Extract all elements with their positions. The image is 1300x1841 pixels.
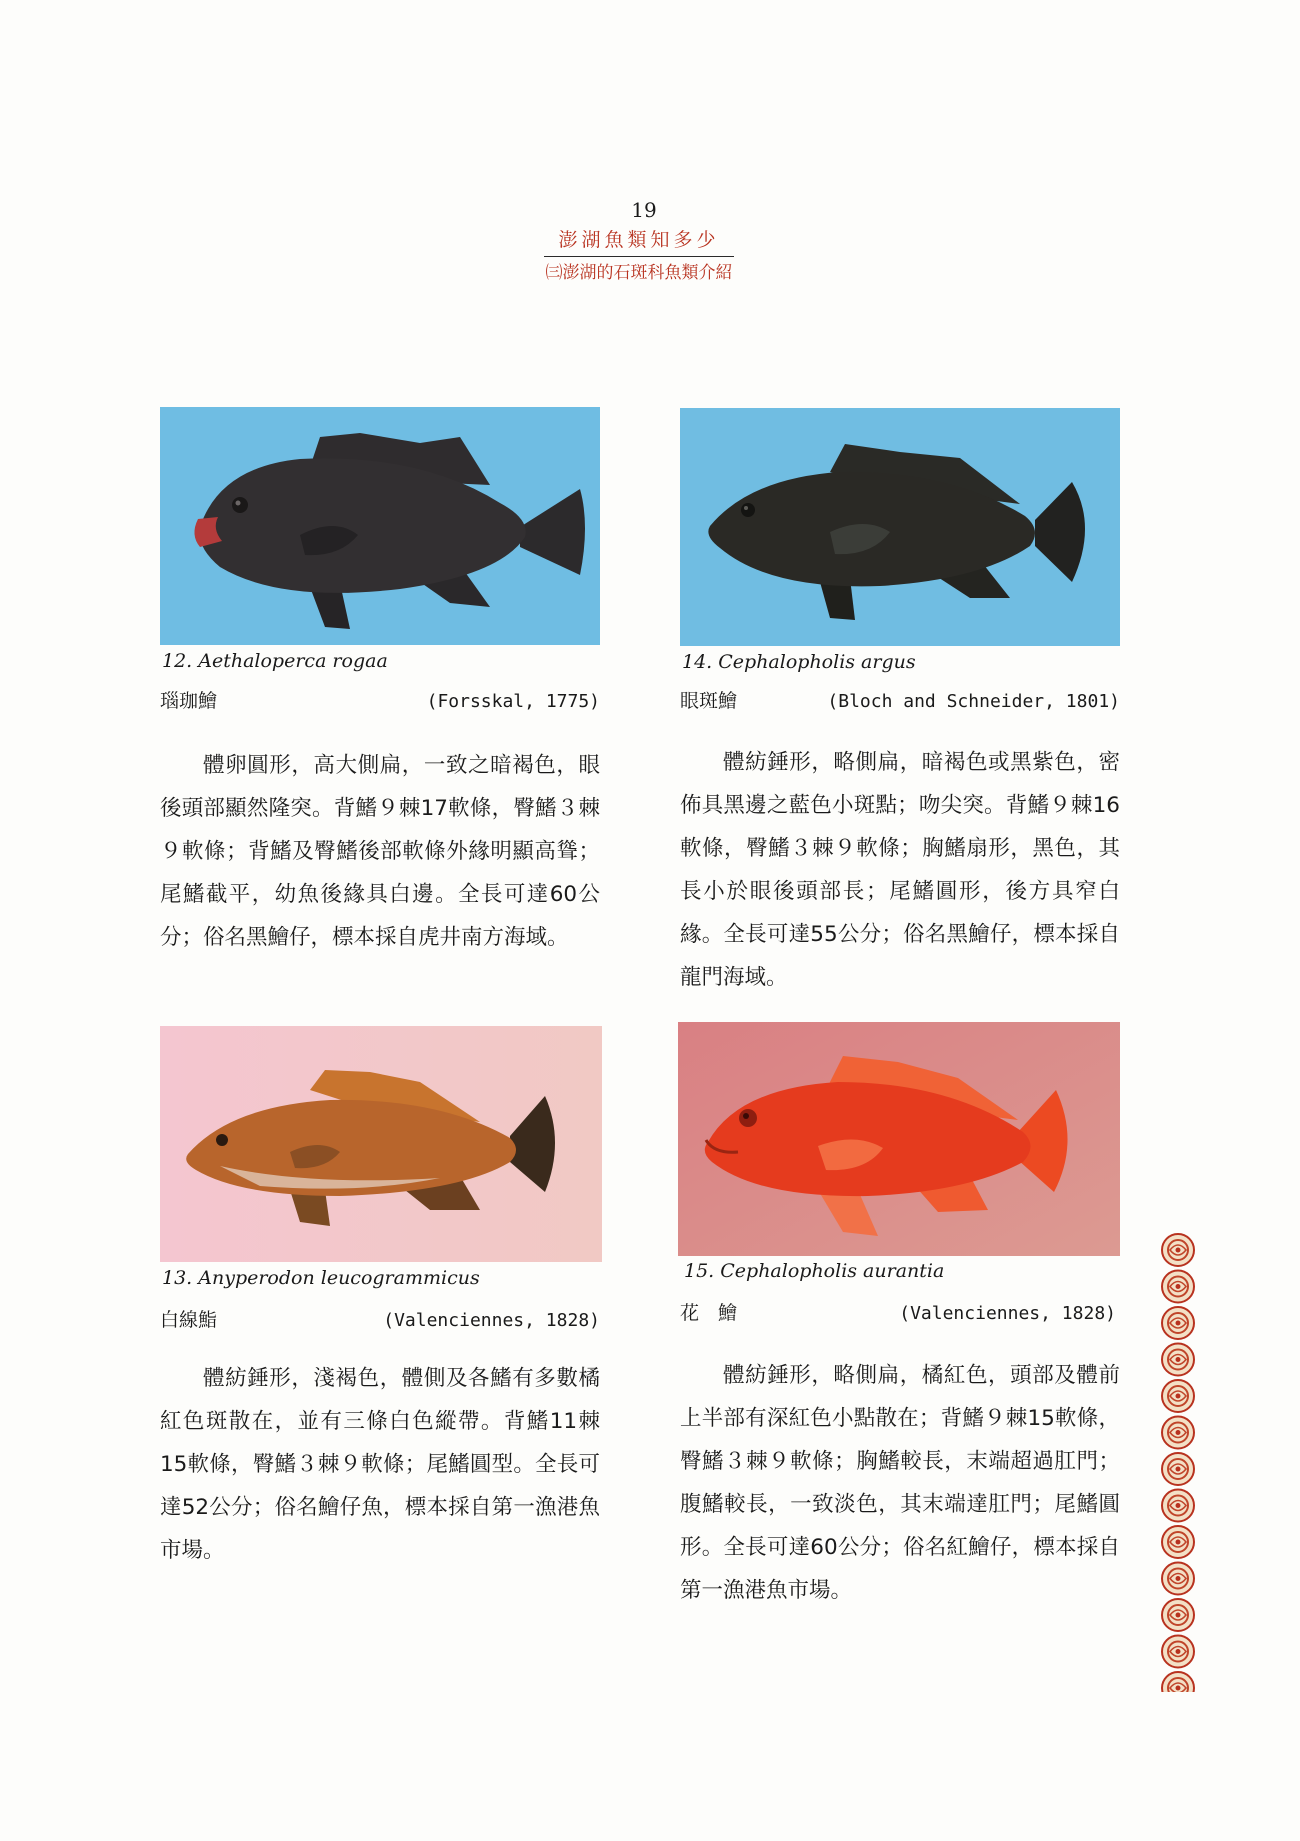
chapter-title: ㈢澎湖的石斑科魚類介紹 <box>545 263 733 283</box>
description-12: 體卵圓形，高大側扁，一致之暗褐色，眼後頭部顯然隆突。背鰭９棘17軟條，臀鰭３棘９軟條；背鰭及臀鰭後部軟條外緣明顯高聳；尾鰭截平，幼魚後緣具白邊。全長可達60公分；俗名黑鱠仔，標本採自虎井南方海域。 <box>160 753 600 950</box>
description-15: 體紡錘形，略側扁，橘紅色，頭部及體前上半部有深紅色小點散在；背鰭９棘15軟條，臀鰭３棘９軟條；胸鰭較長，末端超過肛門；腹鰭較長，一致淡色，其末端達肛門；尾鰭圓形。全長可達60公分；俗名紅鱠仔，標本採自第一漁港魚市場。 <box>680 1363 1120 1603</box>
common-name-14: 眼斑鱠 <box>680 690 738 712</box>
scientific-name-13: 13. Anyperodon leucogrammicus <box>162 1267 480 1289</box>
authority-12: (Forsskal, 1775) <box>426 691 600 712</box>
name-line-12 <box>160 686 600 713</box>
running-header <box>544 226 734 286</box>
side-ornament-border <box>1160 1232 1196 1692</box>
header-divider <box>544 256 734 257</box>
description-13: 體紡錘形，淺褐色，體側及各鰭有多數橘紅色斑散在，並有三條白色縱帶。背鰭11棘15軟條，臀鰭３棘９軟條；尾鰭圓型。全長可達52公分；俗名鱠仔魚，標本採自第一漁港魚市場。 <box>160 1366 600 1563</box>
common-name-12: 瑙珈鱠 <box>160 690 218 712</box>
book-title: 澎湖魚類知多少 <box>558 229 720 251</box>
fish-photo-15 <box>678 1022 1120 1256</box>
scientific-name-12: 12. Aethaloperca rogaa <box>162 650 388 672</box>
scientific-name-14: 14. Cephalopholis argus <box>682 651 916 673</box>
authority-13: (Valenciennes, 1828) <box>383 1310 600 1331</box>
common-name-15: 花 鱠 <box>680 1302 738 1324</box>
authority-14: (Bloch and Schneider, 1801) <box>827 691 1120 712</box>
authority-15: (Valenciennes, 1828) <box>899 1303 1116 1324</box>
fish-photo-14 <box>680 408 1120 646</box>
description-14: 體紡錘形，略側扁，暗褐色或黑紫色，密佈具黑邊之藍色小斑點；吻尖突。背鰭９棘16軟條，臀鰭３棘９軟條；胸鰭扇形，黑色，其長小於眼後頭部長；尾鰭圓形，後方具窄白緣。全長可達55公分；俗名黑鱠仔，標本採自龍門海域。 <box>680 750 1120 990</box>
fish-photo-13 <box>160 1026 602 1262</box>
page-number: 19 <box>631 198 657 222</box>
common-name-13: 白線鮨 <box>160 1309 218 1331</box>
scientific-name-15: 15. Cephalopholis aurantia <box>684 1260 945 1282</box>
name-line-14 <box>680 686 1120 713</box>
name-line-13 <box>160 1305 600 1332</box>
name-line-15 <box>680 1298 1116 1325</box>
fish-photo-12 <box>160 407 600 645</box>
